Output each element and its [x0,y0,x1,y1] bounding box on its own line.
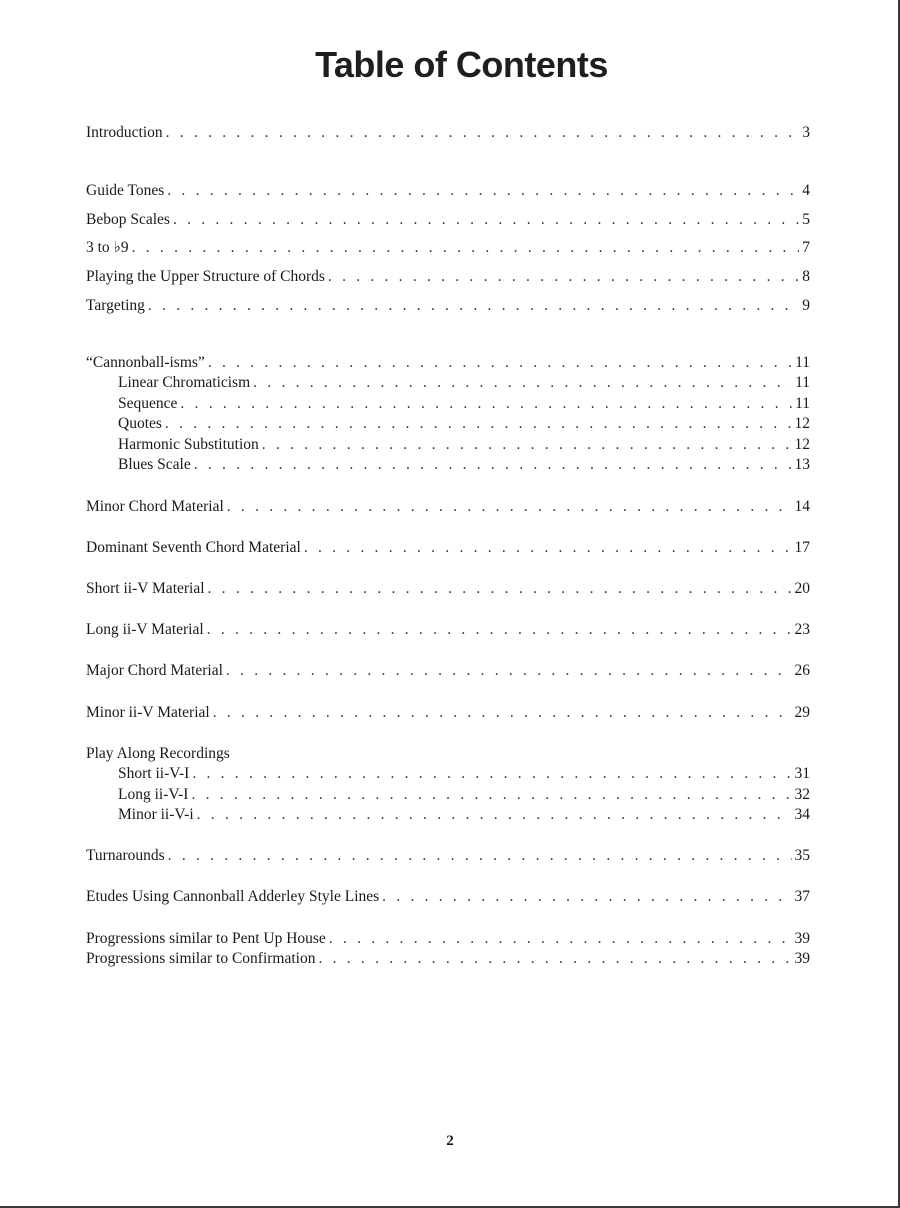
toc-entry-minor-ii-v [86,703,810,723]
toc-entry-label: Harmonic Substitution [118,436,259,453]
toc-entry-label: Short ii-V-I [118,765,190,782]
toc-entry-targeting [86,296,810,316]
toc-entry-dominant-seventh [86,538,810,558]
toc-subentry-short-ii-v-i [118,764,810,784]
toc-entry-page: 7 [802,239,810,256]
toc-entry-label: Minor ii-V Material [86,704,210,721]
toc-entry-label: Progressions similar to Pent Up House [86,930,326,947]
toc-subentry-harmonic-substitution [118,435,810,455]
toc-entry-page: 34 [794,806,810,823]
toc-subentry-sequence [118,394,810,414]
toc-entry-page: 32 [794,786,810,803]
toc-entry-label: Dominant Seventh Chord Material [86,539,301,556]
toc-entry-page: 11 [795,395,810,412]
toc-section-play-along: Play Along Recordings [86,745,230,762]
toc-entry-page: 31 [794,765,810,782]
toc-entry-page: 17 [794,539,810,556]
dot-leader [208,579,792,599]
dot-leader [173,210,799,230]
toc-entry-etudes [86,887,810,907]
toc-entry-short-ii-v [86,579,810,599]
toc-entry-page: 29 [794,704,810,721]
toc-subentry-quotes [118,414,810,434]
dot-leader [304,538,792,558]
toc-entry-label: Turnarounds [86,847,165,864]
toc-entry-label: Minor Chord Material [86,498,224,515]
toc-entry-label: Major Chord Material [86,662,223,679]
toc-entry-page: 3 [802,124,810,141]
toc-entry-long-ii-v [86,620,810,640]
toc-entry-bebop-scales [86,210,810,230]
toc-entry-label: Linear Chromaticism [118,374,251,391]
toc-entry-label: Long ii-V-I [118,786,189,803]
toc-entry-upper-structure [86,267,810,287]
toc-entry-label: Guide Tones [86,182,165,199]
toc-entry-label: Introduction [86,124,163,141]
toc-entry-label: Progressions similar to Confirmation [86,950,316,967]
toc-entry-page: 12 [794,415,810,432]
toc-subentry-blues-scale [118,455,810,475]
toc-entry-turnarounds [86,846,810,866]
dot-leader [192,764,791,784]
dot-leader [167,181,799,201]
toc-entry-confirmation [86,949,810,969]
dot-leader [197,805,792,825]
toc-entry-label: Short ii-V Material [86,580,205,597]
toc-entry-cannonball-isms [86,353,810,373]
toc-entry-label: Long ii-V Material [86,621,204,638]
dot-leader [168,846,792,866]
toc-entry-introduction [86,123,810,143]
toc-entry-label: Playing the Upper Structure of Chords [86,268,325,285]
dot-leader [191,785,791,805]
dot-leader [226,661,792,681]
dot-leader [148,296,799,316]
toc-entry-label: Targeting [86,297,145,314]
dot-leader [208,353,792,373]
toc-entry-label: Sequence [118,395,178,412]
dot-leader [318,949,791,969]
page-title: Table of Contents [315,44,608,85]
toc-entry-guide-tones [86,181,810,201]
toc-entry-label: “Cannonball-isms” [86,354,205,371]
toc-entry-page: 12 [794,436,810,453]
toc-entry-page: 39 [794,930,810,947]
toc-entry-page: 13 [794,456,810,473]
dot-leader [253,373,792,393]
toc-entry-label: Blues Scale [118,456,191,473]
toc-entry-page: 26 [794,662,810,679]
toc-entry-page: 37 [794,888,810,905]
toc-subentry-linear-chromaticism [118,373,810,393]
page-number: 2 [446,1133,454,1149]
toc-entry-minor-chord-material [86,497,810,517]
dot-leader [213,703,792,723]
toc-entry-label: Etudes Using Cannonball Adderley Style Lines [86,888,380,905]
toc-entry-label: Minor ii-V-i [118,806,194,823]
toc-entry-page: 8 [802,268,810,285]
toc-entry-label: Quotes [118,415,162,432]
toc-entry-major-chord-material [86,661,810,681]
toc-entry-page: 23 [794,621,810,638]
toc-entry-page: 11 [795,374,810,391]
toc-entry-page: 4 [802,182,810,199]
dot-leader [166,123,800,143]
toc-entry-label: 3 to ♭9 [86,239,129,256]
toc-entry-page: 5 [802,211,810,228]
dot-leader [328,267,799,287]
dot-leader [329,929,792,949]
toc-subentry-long-ii-v-i [118,785,810,805]
toc-entry-page: 14 [794,498,810,515]
toc-entry-page: 11 [795,354,810,371]
toc-entry-page: 35 [794,847,810,864]
dot-leader [227,497,792,517]
toc-entry-3-to-b9 [86,238,810,258]
toc-subentry-minor-ii-v-i [118,805,810,825]
dot-leader [132,238,800,258]
dot-leader [382,887,791,907]
dot-leader [165,414,792,434]
toc-entry-page: 9 [802,297,810,314]
toc-entry-page: 39 [794,950,810,967]
dot-leader [207,620,792,640]
dot-leader [194,455,792,475]
toc-entry-pent-up-house [86,929,810,949]
toc-entry-label: Bebop Scales [86,211,170,228]
dot-leader [262,435,792,455]
dot-leader [180,394,792,414]
toc-entry-page: 20 [794,580,810,597]
